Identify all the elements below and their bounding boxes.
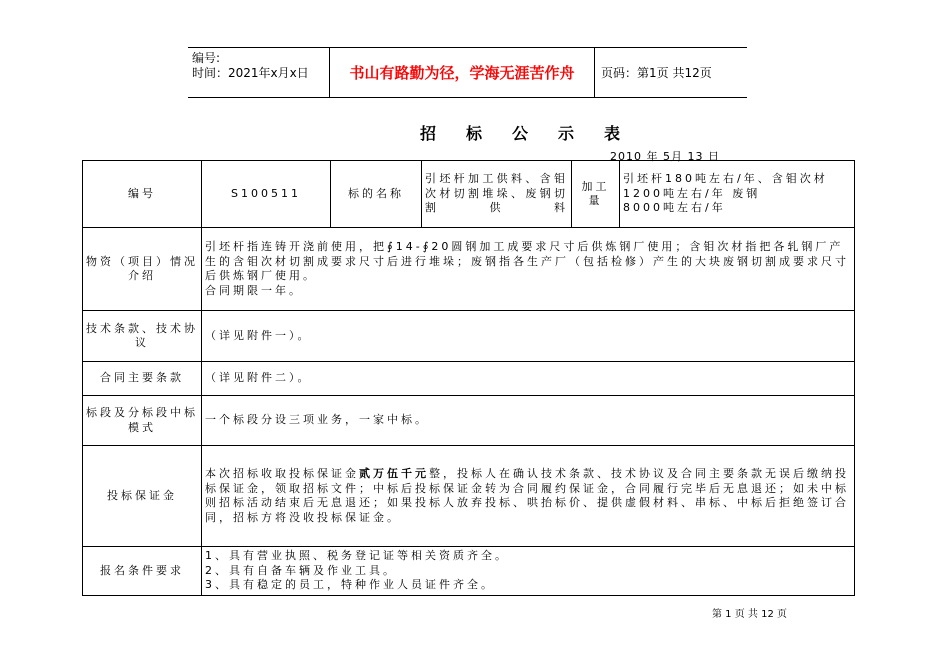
- table-row: [83, 161, 855, 228]
- table-row: [83, 547, 855, 596]
- page-header: [188, 47, 747, 98]
- deposit-label: 投标保证金: [83, 446, 202, 547]
- page-footer: 第 1 页 共 12 页: [712, 609, 787, 620]
- table-row: [83, 362, 855, 396]
- quantity-value: 引坯杆180吨左右/年、含钼次材 1200吨左右/年 废钢 8000吨左右/年: [620, 161, 855, 228]
- number-label: 编号: [83, 161, 202, 228]
- table-row: [83, 396, 855, 446]
- table-row: [83, 228, 855, 311]
- quantity-label: 加工量: [572, 161, 620, 228]
- header-meta: [188, 48, 330, 97]
- header-slogan: 书山有路勤为径，学海无涯苦作舟: [330, 48, 595, 97]
- target-label: 标的名称: [331, 161, 422, 228]
- materials-text: 引坯杆指连铸开浇前使用，把∮14-∮20圆钢加工成要求尺寸后供炼钢厂使用；含钼次材指把各轧钢厂产生的含钼次材切割成要求尺寸后进行堆垛；废钢指各生产厂（包括检修）产生的大块废钢切割成要求尺寸后供炼钢厂使用。 合同期限一年。: [202, 228, 855, 311]
- deposit-amount: 贰万伍千元: [359, 467, 429, 480]
- tech-label: 技术条款、技术协议: [83, 311, 202, 362]
- target-value: 引坯杆加工供料、含钼次材切割堆垛、废钢切割供料: [422, 161, 572, 228]
- registration-list: [202, 547, 855, 596]
- deposit-text-after: 整，投标人在确认技术条款、技术协议及合同主要条款无误后缴纳投标保证金，领取招标文件；中标后投标保证金转为合同履约保证金，合同履行完毕后无息退还；如未中标则招标活动结束后无息退还；如果投标人放弃投标、哄抬标价、提供虚假材料、串标、中标后拒绝签订合同，招标方将没收投标保证金。: [205, 467, 849, 524]
- header-number-label: 编号:: [192, 51, 221, 65]
- tech-text: （详见附件一）。: [202, 311, 855, 362]
- header-time-label: 时间：2021年x月x日: [192, 66, 309, 80]
- list-item: 2、具有自备车辆及作业工具。: [205, 563, 397, 577]
- deposit-text: [202, 446, 855, 547]
- list-item: 3、具有稳定的员工，特种作业人员证件齐全。: [205, 578, 495, 592]
- materials-label: 物资（项目）情况介绍: [83, 228, 202, 311]
- deposit-text-before: 本次招标收取投标保证金: [205, 467, 359, 480]
- list-item: 1、具有营业执照、税务登记证等相关资质齐全。: [205, 549, 509, 563]
- table-row: [83, 446, 855, 547]
- bid-table: [82, 160, 855, 596]
- contract-text: （详见附件二）。: [202, 362, 855, 396]
- registration-label: 报名条件要求: [83, 547, 202, 596]
- document-date: 2010 年 5月 13 日: [610, 150, 720, 163]
- section-label: 标段及分标段中标模式: [83, 396, 202, 446]
- document-title: 招标公示表: [420, 124, 651, 143]
- table-row: [83, 311, 855, 362]
- number-value: S100511: [202, 161, 331, 228]
- contract-label: 合同主要条款: [83, 362, 202, 396]
- section-text: 一个标段分设三项业务，一家中标。: [202, 396, 855, 446]
- header-page-label: 页码：第1页 共12页: [601, 66, 712, 80]
